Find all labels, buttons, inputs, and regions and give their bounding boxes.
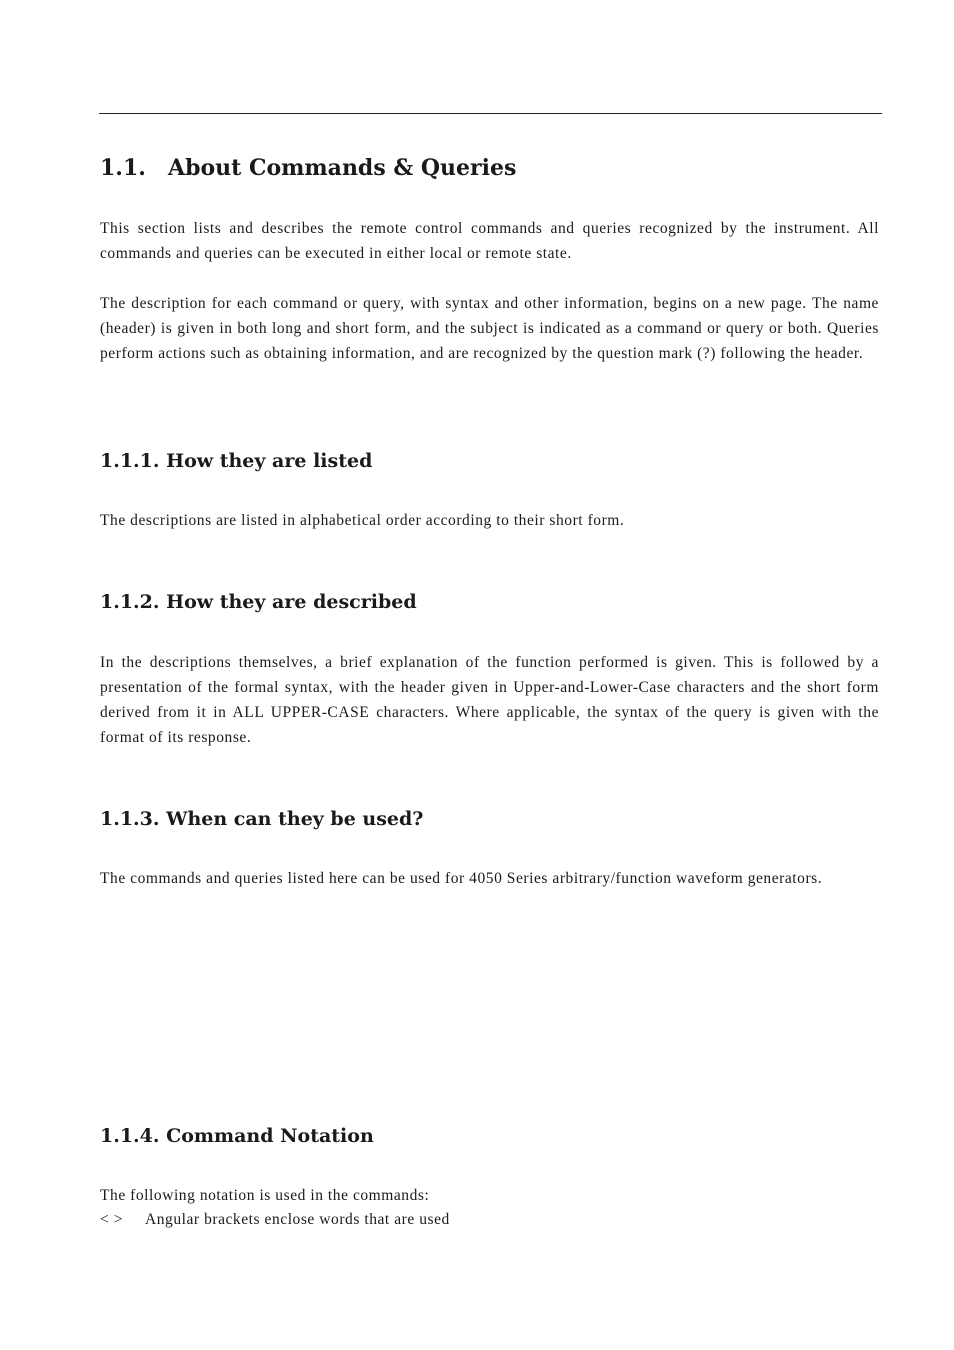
header-rule	[99, 113, 882, 114]
subsection-text-described: In the descriptions themselves, a brief explanation of the function performed is given. This is followed by a presentation of the formal syntax, with the header given in Upper-and-Lower-Case characters and the short form derived from it in ALL UPPER-CASE characters. Where applicable, the syntax of the query is given with the format of its response.	[100, 654, 879, 746]
subsection-heading-described: 1.1.2. How they are described	[100, 591, 417, 613]
subsection-text-listed: The descriptions are listed in alphabetical order according to their short form.	[100, 512, 625, 529]
subsection-text-used: The commands and queries listed here can be used for 4050 Series arbitrary/function waveform generators.	[100, 870, 823, 887]
subsection-heading-used: 1.1.3. When can they be used?	[100, 808, 424, 830]
intro-paragraph-1: This section lists and describes the remote control commands and queries recognized by the instrument. All commands and queries can be executed in either local or remote state.	[100, 220, 879, 262]
notation-item	[100, 1207, 450, 1232]
subsection-heading-notation: 1.1.4. Command Notation	[100, 1125, 374, 1147]
section-number: 1.1.	[100, 155, 146, 181]
section-heading	[100, 155, 516, 181]
intro-paragraph-2: The description for each command or query, with syntax and other information, begins on a new page. The name (header) is given in both long and short form, and the subject is indicated as a command or query or both. Queries perform actions such as obtaining information, and are recognized by the question mark (?) following the header.	[100, 295, 879, 362]
subsection-text-notation: The following notation is used in the commands:	[100, 1187, 430, 1204]
notation-symbol: < >	[100, 1211, 124, 1228]
notation-description: Angular brackets enclose words that are used	[145, 1211, 450, 1228]
section-title: About Commands & Queries	[168, 155, 517, 181]
subsection-heading-listed: 1.1.1. How they are listed	[100, 450, 373, 472]
